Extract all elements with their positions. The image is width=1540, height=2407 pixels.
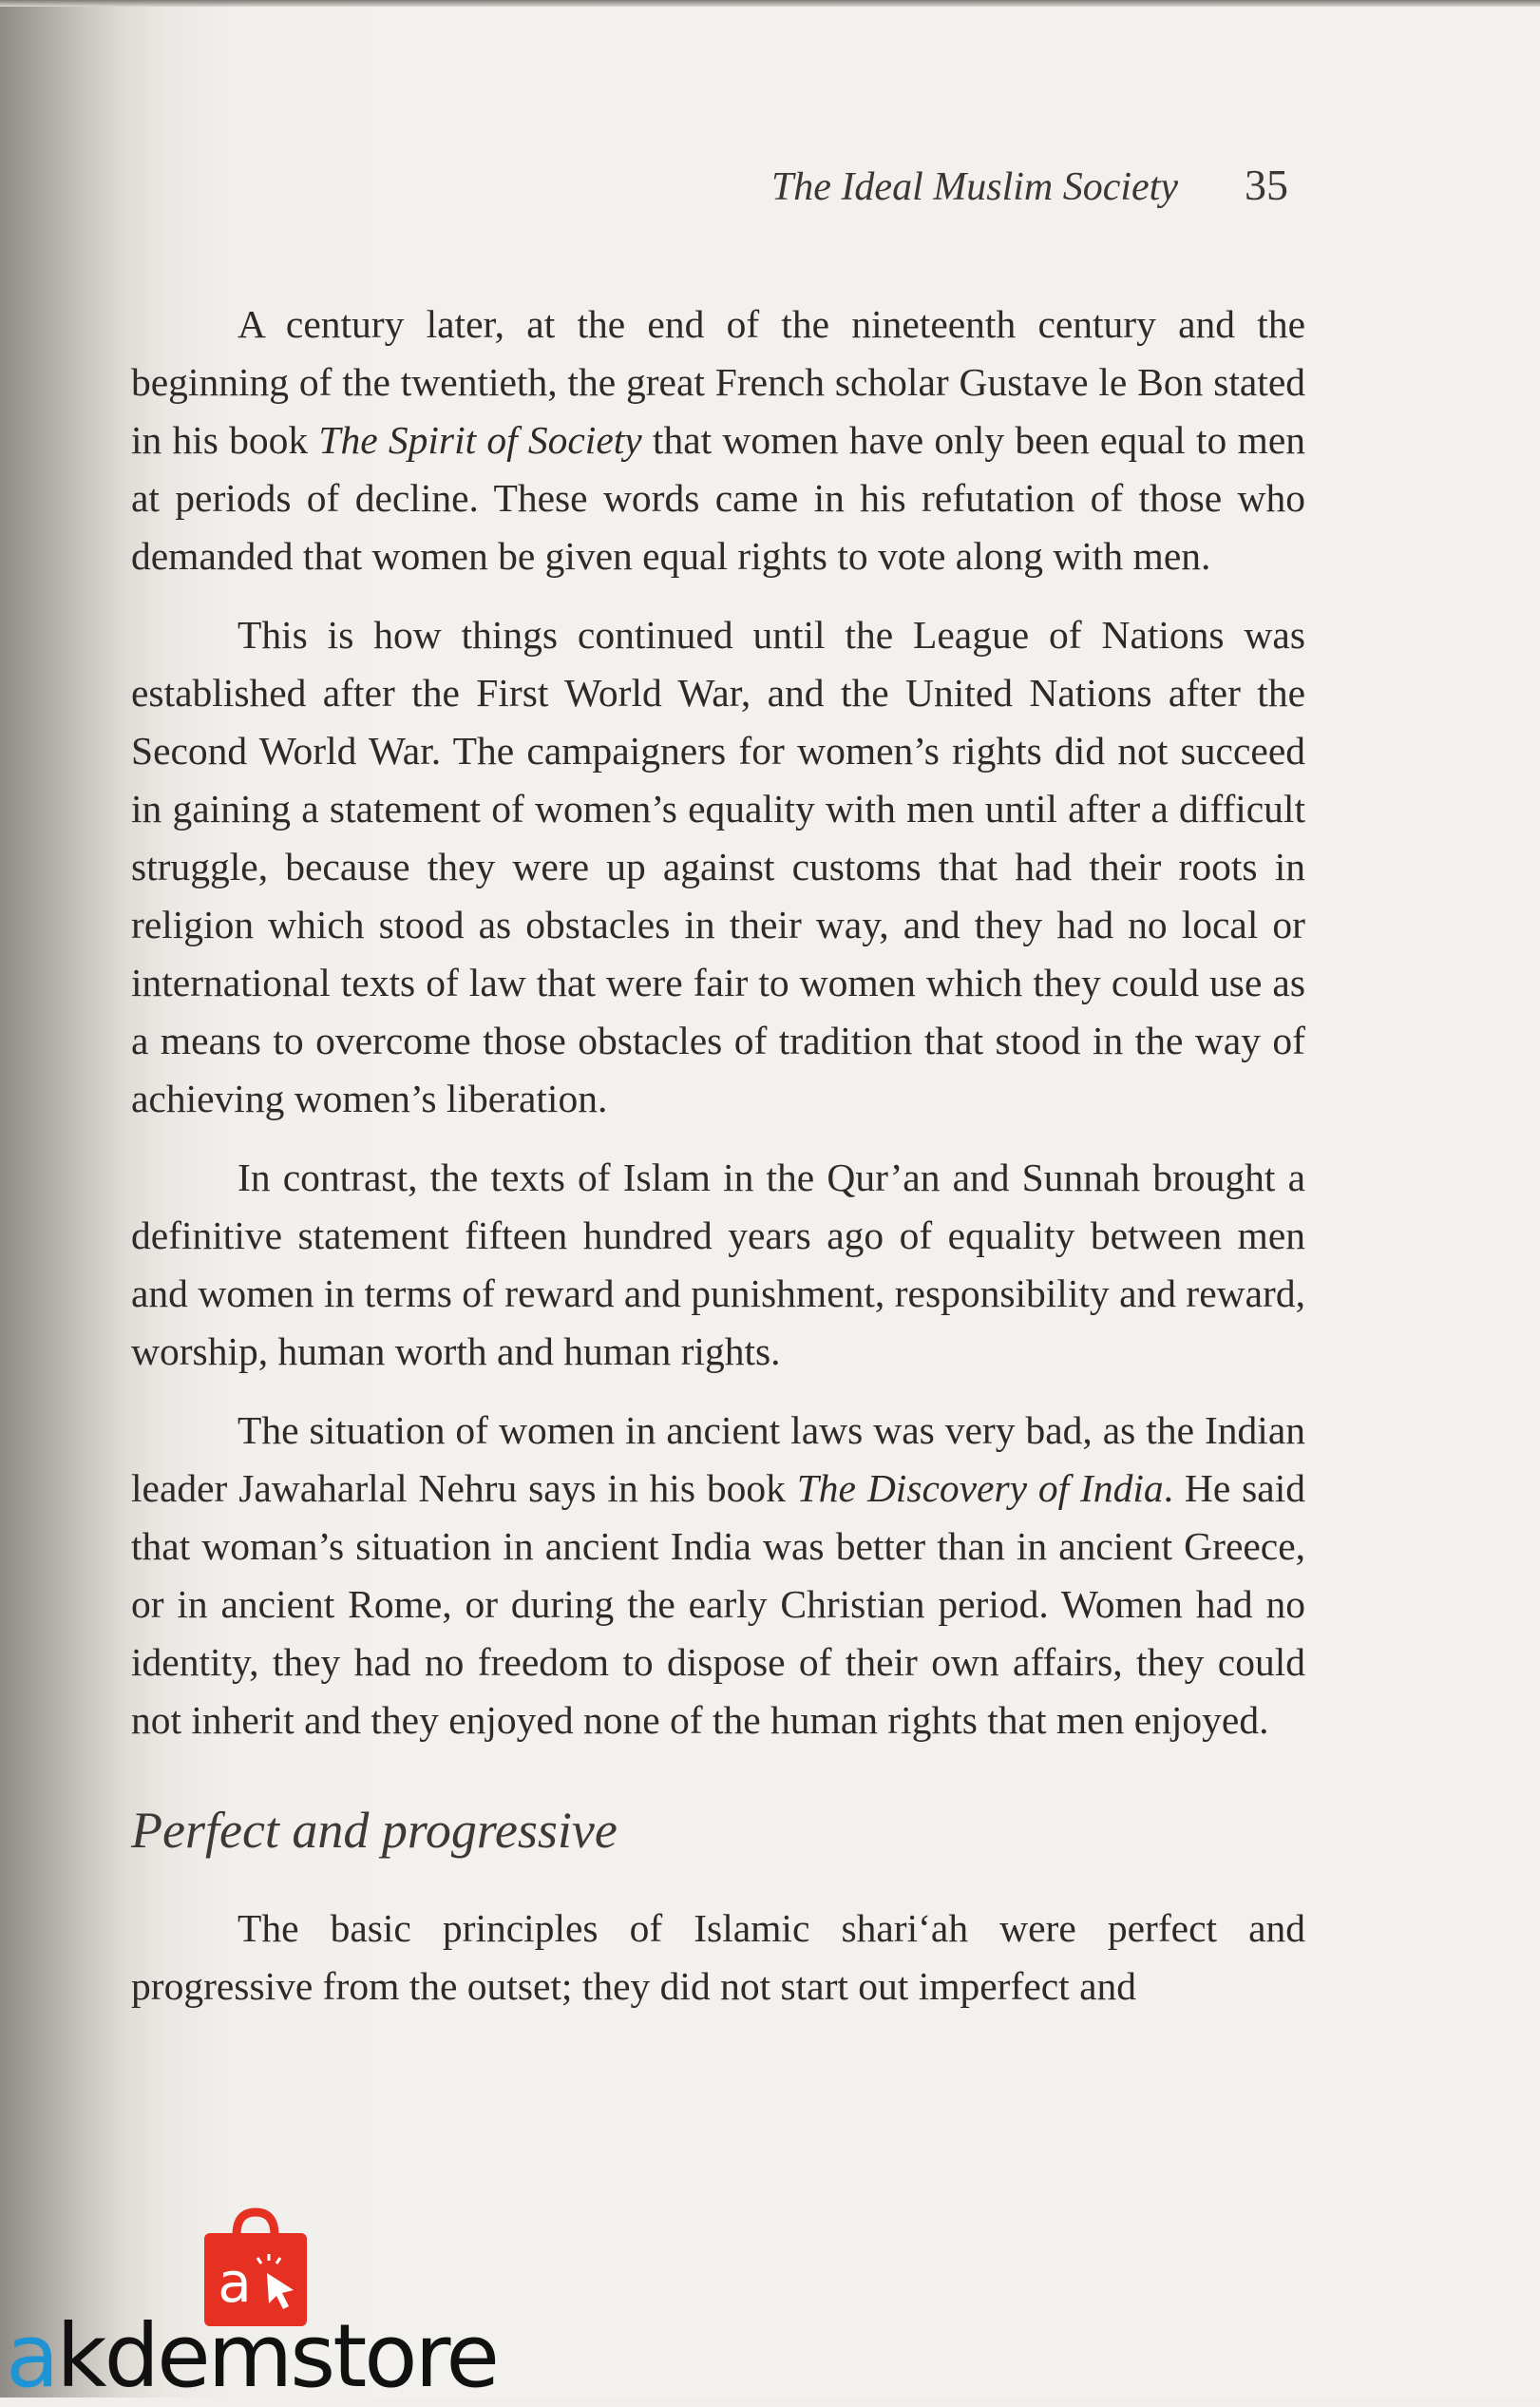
running-title: The Ideal Muslim Society <box>770 165 1178 209</box>
paragraph-text: The basic principles of Islamic shari‘ah were perfect and progressive from the outset; they did not start out imperfect and <box>131 1906 1305 2008</box>
running-header <box>771 160 1288 210</box>
paragraph-text: . He said that woman’s situation in ancient India was better than in ancient Greece, or in ancient Rome, or during the early Christian period. Women had no identity, they had no freedom to dispose of their own affairs, they could not inherit and they enjoyed none of the human rights that men enjoyed. <box>131 1466 1305 1742</box>
paragraph <box>131 1149 1305 1381</box>
wordmark-a: a <box>6 2305 57 2407</box>
page-top-edge <box>0 0 1540 7</box>
page-number: 35 <box>1245 161 1288 209</box>
paragraph <box>131 296 1305 585</box>
paragraph <box>131 1402 1305 1749</box>
wordmark-rest: kdemstore <box>56 2305 497 2407</box>
paragraph-text: This is how things continued until the League of Nations was established after the First World War, and the United Nations after the Second World War. The campaigners for women’s rights did not succeed in gaining a statement of women’s equality with men until after a difficult struggle, because they were up against customs that had their roots in religion which stood as obstacles in their way, and they had no local or international texts of law that were fair to women which they could use as a means to overcome those obstacles of tradition that stood in the way of achieving women’s liberation. <box>131 613 1305 1120</box>
paragraph-text: that women have only been equal to men at periods of decline. These words came in his refutation of those who demanded that women be given equal rights to vote along with men. <box>131 418 1305 578</box>
svg-text:a: a <box>218 2250 252 2315</box>
book-title: The Discovery of India <box>796 1466 1164 1510</box>
book-title: The Spirit of Society <box>318 418 642 462</box>
akdemstore-watermark <box>6 2203 519 2407</box>
paragraph <box>131 1900 1305 2015</box>
paragraph-text: A century later, at the end of the nineteenth century and the beginning of the twentieth, the great French scholar Gustave le Bon stated in his book <box>131 302 1305 462</box>
paragraph <box>131 606 1305 1128</box>
section-heading: Perfect and progressive <box>131 1802 618 1859</box>
wordmark <box>6 2305 497 2407</box>
paragraph-text: The situation of women in ancient laws was very bad, as the Indian leader Jawaharlal Nehru says in his book <box>131 1408 1305 1510</box>
paragraph-text: In contrast, the texts of Islam in the Qur’an and Sunnah brought a definitive statement fifteen hundred years ago of equality between men and women in terms of reward and punishment, responsibility and reward, worship, human worth and human rights. <box>131 1156 1305 1373</box>
page-body <box>131 296 1305 2036</box>
